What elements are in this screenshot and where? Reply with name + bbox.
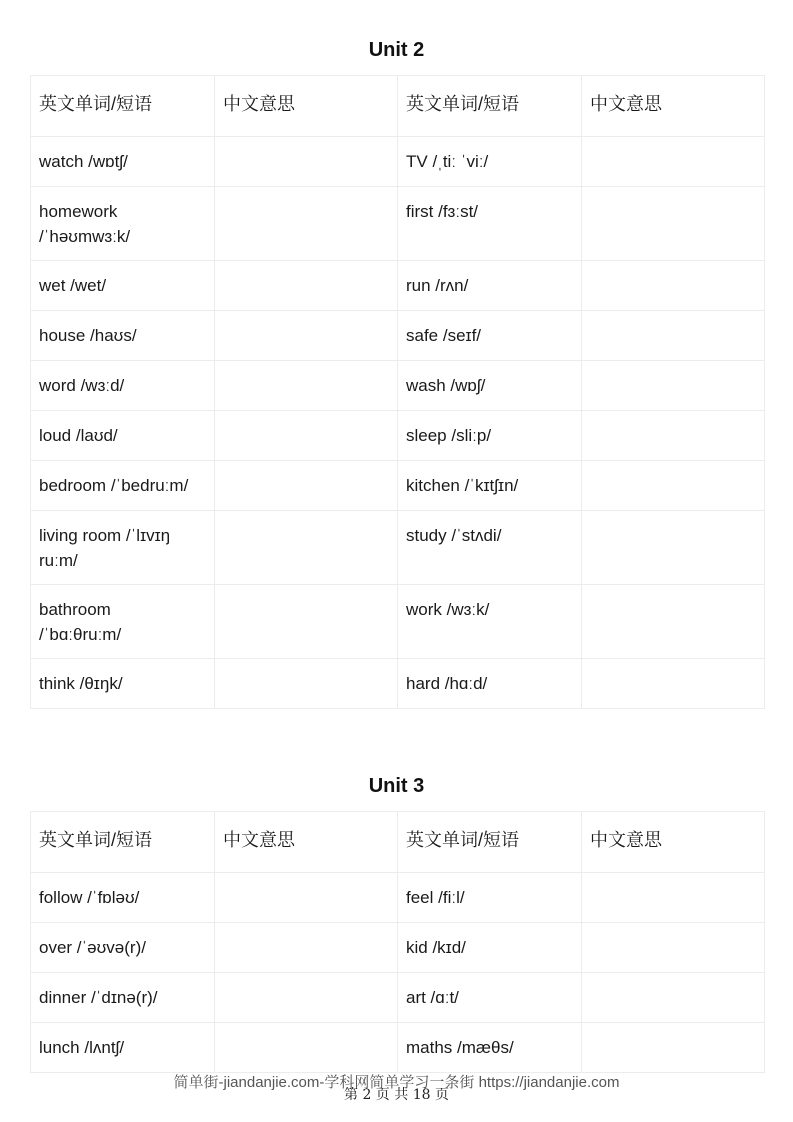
meaning-cell [582, 261, 765, 311]
word-cell: watch /wɒtʃ/ [31, 137, 215, 187]
meaning-cell [582, 873, 765, 923]
word-cell: homework /ˈhəʊmwɜːk/ [31, 187, 215, 261]
meaning-cell [582, 187, 765, 261]
word-cell: maths /mæθs/ [398, 1023, 582, 1073]
meaning-cell [582, 311, 765, 361]
meaning-cell [582, 585, 765, 659]
word-cell: art /ɑːt/ [398, 973, 582, 1023]
meaning-cell [215, 973, 398, 1023]
meaning-cell [215, 311, 398, 361]
meaning-cell [582, 659, 765, 709]
unit2-vocab-table [30, 75, 765, 709]
unit3-title: Unit 3 [368, 775, 425, 797]
meaning-cell [582, 461, 765, 511]
header-english: 英文单词/短语 [31, 76, 215, 137]
word-cell: work /wɜːk/ [398, 585, 582, 659]
meaning-cell [215, 511, 398, 585]
meaning-cell [582, 361, 765, 411]
table-row [31, 311, 765, 361]
table-row [31, 261, 765, 311]
word-cell: lunch /lʌntʃ/ [31, 1023, 215, 1073]
table-row [31, 411, 765, 461]
table-row [31, 659, 765, 709]
word-cell: living room /ˈlɪvɪŋ ruːm/ [31, 511, 215, 585]
header-chinese: 中文意思 [582, 812, 765, 873]
meaning-cell [215, 585, 398, 659]
word-cell: safe /seɪf/ [398, 311, 582, 361]
meaning-cell [215, 659, 398, 709]
header-english: 英文单词/短语 [31, 812, 215, 873]
header-chinese: 中文意思 [215, 812, 398, 873]
meaning-cell [215, 137, 398, 187]
word-cell: sleep /sliːp/ [398, 411, 582, 461]
meaning-cell [582, 973, 765, 1023]
word-cell: think /θɪŋk/ [31, 659, 215, 709]
header-english: 英文单词/短语 [398, 76, 582, 137]
word-cell: word /wɜːd/ [31, 361, 215, 411]
word-cell: bathroom /ˈbɑːθruːm/ [31, 585, 215, 659]
meaning-cell [582, 511, 765, 585]
table-row [31, 361, 765, 411]
word-cell: over /ˈəʊvə(r)/ [31, 923, 215, 973]
header-english: 英文单词/短语 [398, 812, 582, 873]
word-cell: house /haʊs/ [31, 311, 215, 361]
word-cell: hard /hɑːd/ [398, 659, 582, 709]
meaning-cell [582, 137, 765, 187]
meaning-cell [215, 361, 398, 411]
meaning-cell [582, 923, 765, 973]
word-cell: run /rʌn/ [398, 261, 582, 311]
header-chinese: 中文意思 [582, 76, 765, 137]
meaning-cell [215, 187, 398, 261]
meaning-cell [582, 1023, 765, 1073]
table-header-row [31, 76, 765, 137]
word-cell: wash /wɒʃ/ [398, 361, 582, 411]
word-cell: TV /ˌtiː ˈviː/ [398, 137, 582, 187]
header-chinese: 中文意思 [215, 76, 398, 137]
table-row [31, 1023, 765, 1073]
word-cell: study /ˈstʌdi/ [398, 511, 582, 585]
meaning-cell [215, 923, 398, 973]
table-row [31, 923, 765, 973]
word-cell: wet /wet/ [31, 261, 215, 311]
word-cell: kid /kɪd/ [398, 923, 582, 973]
word-cell: loud /laʊd/ [31, 411, 215, 461]
meaning-cell [215, 461, 398, 511]
page-number: 第 2 页 共 18 页 [344, 1087, 449, 1103]
footer-site-watermark: 简单街-jiandanjie.com-学科网简单学习一条街 https://jiandanjie.com [173, 1074, 620, 1091]
table-row [31, 187, 765, 261]
table-header-row [31, 812, 765, 873]
table-row [31, 137, 765, 187]
table-row [31, 585, 765, 659]
table-row [31, 461, 765, 511]
table-row [31, 873, 765, 923]
word-cell: kitchen /ˈkɪtʃɪn/ [398, 461, 582, 511]
meaning-cell [582, 411, 765, 461]
table-row [31, 973, 765, 1023]
word-cell: feel /fiːl/ [398, 873, 582, 923]
meaning-cell [215, 873, 398, 923]
unit2-title: Unit 2 [368, 39, 425, 61]
unit3-vocab-table [30, 811, 765, 1073]
meaning-cell [215, 1023, 398, 1073]
meaning-cell [215, 411, 398, 461]
table-row [31, 511, 765, 585]
word-cell: bedroom /ˈbedruːm/ [31, 461, 215, 511]
word-cell: follow /ˈfɒləʊ/ [31, 873, 215, 923]
word-cell: first /fɜːst/ [398, 187, 582, 261]
word-cell: dinner /ˈdɪnə(r)/ [31, 973, 215, 1023]
meaning-cell [215, 261, 398, 311]
